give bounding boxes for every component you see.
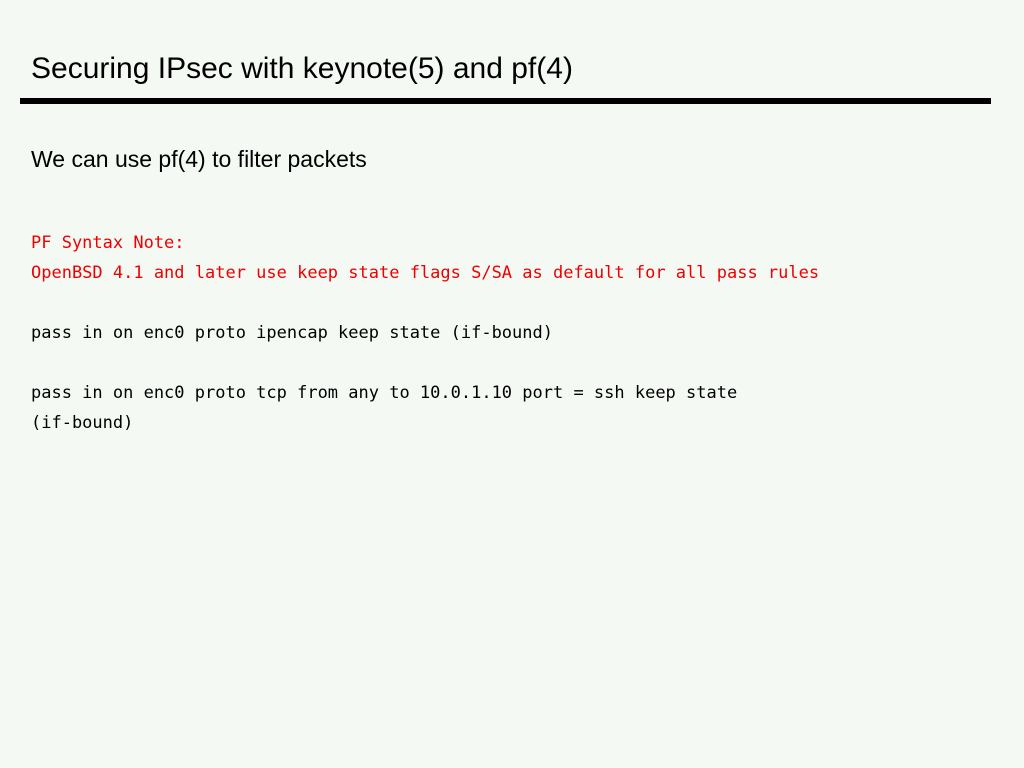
title-divider — [20, 98, 991, 104]
code-line: pass in on enc0 proto tcp from any to 10.0.1.10 port = ssh keep state — [31, 383, 738, 403]
code-line: OpenBSD 4.1 and later use keep state flags S/SA as default for all pass rules — [31, 263, 820, 283]
slide-subtitle: We can use pf(4) to filter packets — [31, 146, 367, 172]
code-line: (if-bound) — [31, 413, 134, 433]
code-line: PF Syntax Note: — [31, 233, 185, 253]
page-title: Securing IPsec with keynote(5) and pf(4) — [31, 52, 573, 85]
code-block — [31, 228, 991, 438]
code-line-spacer — [31, 348, 991, 378]
code-line: pass in on enc0 proto ipencap keep state (if-bound) — [31, 323, 553, 343]
code-line-spacer — [31, 288, 991, 318]
